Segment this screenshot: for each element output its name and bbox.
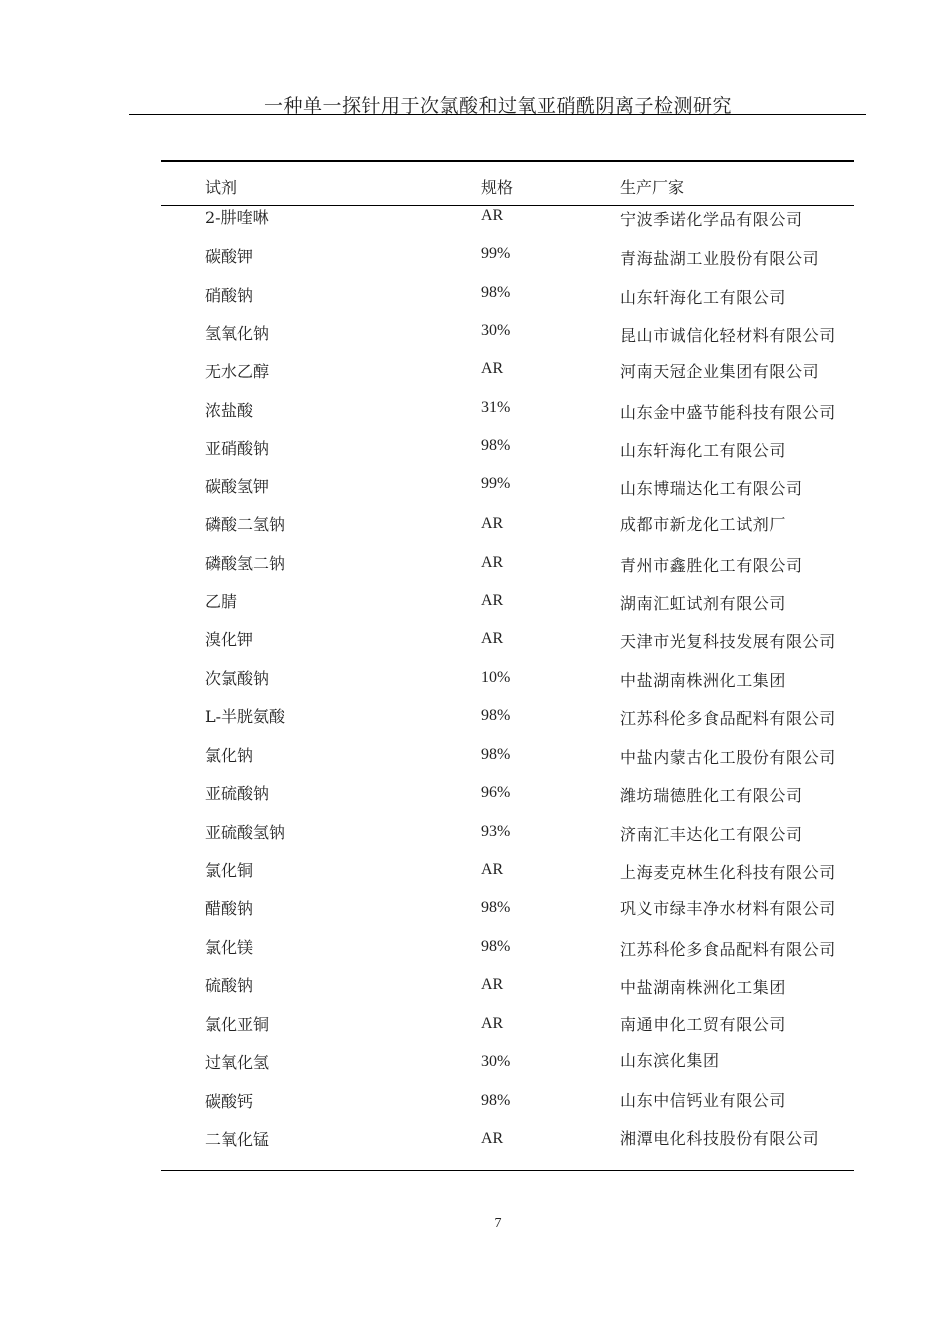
reagent-manufacturer-cell: 江苏科伦多食品配料有限公司 [620,709,836,728]
reagent-manufacturer-cell: 湘潭电化科技股份有限公司 [620,1129,820,1148]
reagent-name-cell: 醋酸钠 [205,899,254,918]
reagent-manufacturer-cell: 成都市新龙化工试剂厂 [620,515,787,534]
reagent-manufacturer-cell: 山东轩海化工有限公司 [620,288,787,307]
reagent-name-cell: 碳酸钙 [205,1092,254,1111]
reagent-manufacturer-cell: 山东滨化集团 [620,1051,720,1070]
reagent-name-cell: 硝酸钠 [205,286,254,305]
reagent-spec-cell: 93% [481,823,511,840]
reagent-name-cell: 磷酸氢二钠 [205,554,286,573]
reagent-spec-cell: AR [481,207,504,224]
reagent-spec-cell: AR [481,1015,504,1032]
reagent-name-cell: 氯化镁 [205,938,254,957]
header-divider [129,114,866,115]
column-header-manufacturer: 生产厂家 [620,178,685,197]
reagent-manufacturer-cell: 湖南汇虹试剂有限公司 [620,594,787,613]
column-header-reagent: 试剂 [205,178,238,197]
reagent-spec-cell: 98% [481,938,511,955]
reagent-manufacturer-cell: 巩义市绿丰净水材料有限公司 [620,899,836,918]
reagent-spec-cell: 99% [481,475,511,492]
reagent-spec-cell: 98% [481,746,511,763]
table-top-rule [161,160,854,162]
reagent-manufacturer-cell: 山东金中盛节能科技有限公司 [620,403,836,422]
reagent-name-cell: 氯化铜 [205,861,254,880]
reagent-manufacturer-cell: 中盐湖南株洲化工集团 [620,978,787,997]
reagent-spec-cell: AR [481,360,504,377]
reagent-manufacturer-cell: 中盐内蒙古化工股份有限公司 [620,748,836,767]
reagent-spec-cell: 98% [481,707,511,724]
reagent-manufacturer-cell: 潍坊瑞德胜化工有限公司 [620,786,803,805]
reagent-name-cell: 硫酸钠 [205,976,254,995]
reagent-name-cell: 氯化亚铜 [205,1015,270,1034]
reagent-name-cell: 碳酸钾 [205,247,254,266]
reagent-manufacturer-cell: 山东中信钙业有限公司 [620,1091,787,1110]
reagent-name-cell: 氯化钠 [205,746,254,765]
page-header-title: 一种单一探针用于次氯酸和过氧亚硝酰阴离子检测研究 [263,95,732,117]
reagent-manufacturer-cell: 南通申化工贸有限公司 [620,1015,787,1034]
reagent-spec-cell: 31% [481,399,511,416]
table-bottom-rule [161,1170,854,1171]
reagent-manufacturer-cell: 青海盐湖工业股份有限公司 [620,249,820,268]
reagent-spec-cell: AR [481,592,504,609]
reagent-manufacturer-cell: 青州市鑫胜化工有限公司 [620,556,803,575]
reagent-name-cell: 乙腈 [205,592,238,611]
reagent-spec-cell: AR [481,1130,504,1147]
reagent-name-cell: 磷酸二氢钠 [205,515,286,534]
reagent-spec-cell: 96% [481,784,511,801]
reagent-name-cell: 亚硫酸氢钠 [205,823,286,842]
table-header-rule [161,205,854,206]
reagent-name-cell: 无水乙醇 [205,362,270,381]
reagent-spec-cell: AR [481,515,504,532]
reagent-spec-cell: 98% [481,284,511,301]
reagent-name-cell: 次氯酸钠 [205,669,270,688]
reagent-manufacturer-cell: 天津市光复科技发展有限公司 [620,632,836,651]
reagent-manufacturer-cell: 山东轩海化工有限公司 [620,441,787,460]
column-header-spec: 规格 [481,178,514,197]
reagent-name-cell: 亚硫酸钠 [205,784,270,803]
reagent-name-cell: 碳酸氢钾 [205,477,270,496]
reagent-name-cell: 过氧化氢 [205,1053,270,1072]
reagent-name-cell: 二氧化锰 [205,1130,270,1149]
reagent-name-cell: 2-肼喹啉 [205,208,269,227]
reagent-manufacturer-cell: 宁波季诺化学品有限公司 [620,210,803,229]
reagent-manufacturer-cell: 昆山市诚信化轻材料有限公司 [620,326,836,345]
reagent-spec-cell: AR [481,554,504,571]
reagent-manufacturer-cell: 中盐湖南株洲化工集团 [620,671,787,690]
reagent-name-cell: 亚硝酸钠 [205,439,270,458]
reagent-spec-cell: 10% [481,669,511,686]
reagent-spec-cell: AR [481,976,504,993]
reagent-name-cell: 浓盐酸 [205,401,254,420]
reagent-manufacturer-cell: 江苏科伦多食品配料有限公司 [620,940,836,959]
reagent-manufacturer-cell: 济南汇丰达化工有限公司 [620,825,803,844]
reagent-spec-cell: 30% [481,1053,511,1070]
reagent-spec-cell: 98% [481,437,511,454]
reagent-spec-cell: AR [481,630,504,647]
reagent-spec-cell: 30% [481,322,511,339]
page-number: 7 [494,1216,502,1231]
reagent-manufacturer-cell: 山东博瑞达化工有限公司 [620,479,803,498]
reagent-manufacturer-cell: 河南天冠企业集团有限公司 [620,362,820,381]
reagent-name-cell: 溴化钾 [205,630,254,649]
reagent-spec-cell: 99% [481,245,511,262]
reagent-spec-cell: AR [481,861,504,878]
reagent-spec-cell: 98% [481,899,511,916]
reagent-name-cell: L-半胱氨酸 [205,707,286,726]
reagent-manufacturer-cell: 上海麦克林生化科技有限公司 [620,863,836,882]
reagent-spec-cell: 98% [481,1092,511,1109]
reagent-name-cell: 氢氧化钠 [205,324,270,343]
